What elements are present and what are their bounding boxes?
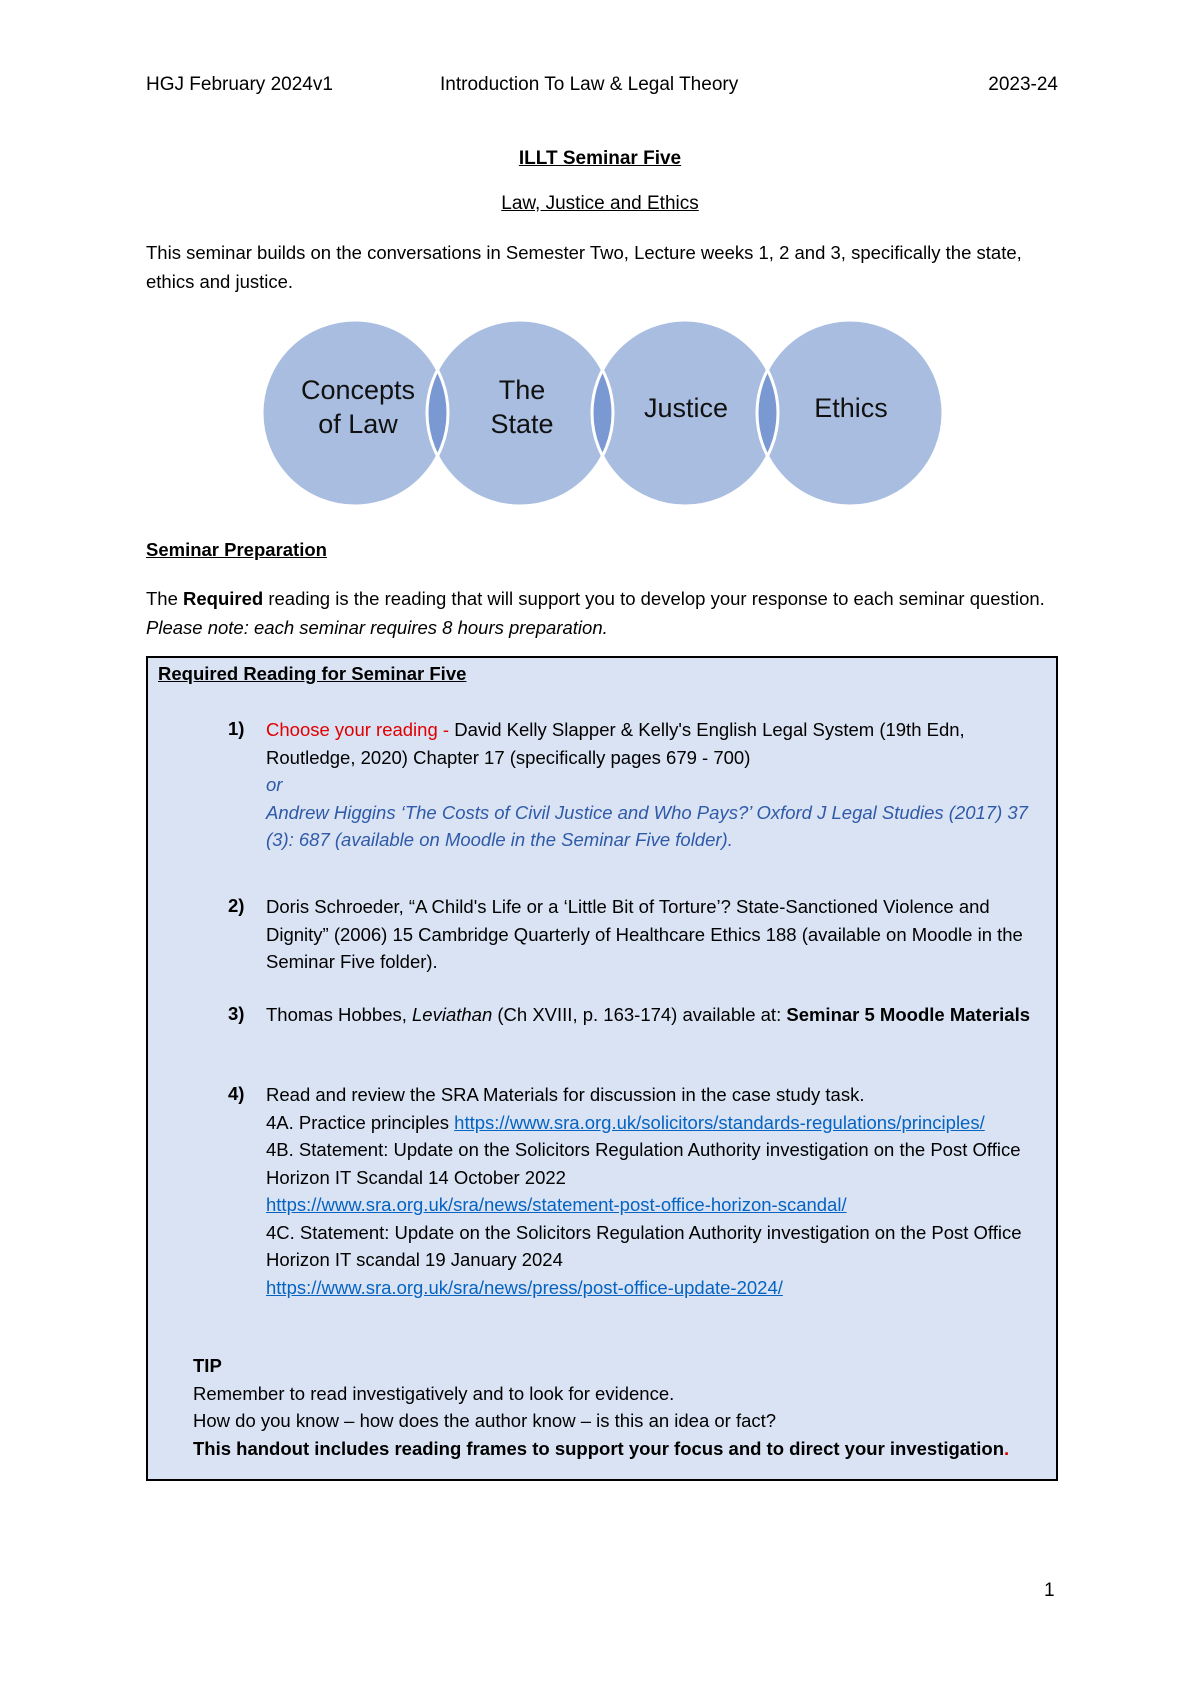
item-2-number: 2) [228, 895, 245, 916]
tip-section: TIP Remember to read investigatively and to look for evidence. How do you know – how does the author know – is this an idea or fact? This handout includes reading frames to support your focus and to direct your investigation. [193, 1355, 1010, 1459]
choose-your-reading: Choose your reading - [266, 719, 455, 740]
page-subtitle: Law, Justice and Ethics [501, 193, 699, 214]
intro-paragraph: This seminar builds on the conversations in Semester Two, Lecture weeks 1, 2 and 3, specifically the state, ethics and justice. [146, 242, 1022, 292]
venn-label-concepts-1: Concepts [300, 375, 416, 405]
item-4-number: 4) [228, 1083, 245, 1104]
page-number: 1 [1044, 1580, 1055, 1601]
reading-item-3: Thomas Hobbes, Leviathan (Ch XVIII, p. 163-174) available at: Seminar 5 Moodle Materials [266, 1004, 1031, 1025]
venn-label-concepts-2: of Law [318, 409, 398, 439]
horizon-scandal-2022-link[interactable]: https://www.sra.org.uk/sra/news/statement-post-office-horizon-scandal/ [266, 1194, 847, 1215]
horizon-update-2024-link[interactable]: https://www.sra.org.uk/sra/news/press/post-office-update-2024/ [266, 1276, 783, 1298]
item-3-number: 3) [228, 1003, 245, 1024]
reading-item-2: Doris Schroeder, “A Child's Life or a ‘Little Bit of Torture’? State-Sanctioned Violence and Dignity” (2006) 15 Cambridge Quarterly of Healthcare Ethics 188 (available on Moodle in the Seminar Five folder). [266, 896, 1023, 972]
concepts-venn-diagram [250, 318, 950, 518]
venn-label-justice: Justice [643, 393, 729, 423]
venn-label-ethics: Ethics [814, 393, 888, 423]
item-1-number: 1) [228, 718, 245, 739]
header-center: Introduction To Law & Legal Theory [440, 74, 739, 95]
seminar-preparation-text: The Required reading is the reading that will support you to develop your response to each seminar question. Please note: each seminar requires 8 hours preparation. [146, 588, 1045, 638]
reading-item-1: Choose your reading - David Kelly Slapper & Kelly's English Legal System (19th Edn, Routledge, 2020) Chapter 17 (specifically pages 679 - 700) or Andrew Higgins ‘The Costs of Civil Justice and Who Pays?’ Oxford J Legal Studies (2017) 37 (3): 687 (available on Moodle in the Seminar Five folder). [266, 719, 1028, 850]
required-reading-heading: Required Reading for Seminar Five [158, 663, 467, 684]
practice-principles-link[interactable]: https://www.sra.org.uk/solicitors/standards-regulations/principles/ [454, 1111, 985, 1133]
venn-label-state-2: State [490, 409, 554, 439]
reading-item-4: Read and review the SRA Materials for discussion in the case study task. 4A. Practice principles https://www.sra.org.uk/solicitors/standards-regulations/principles/ 4B. Statement: Update on the Solicitors Regulation Authority investigation on the Post Office Horizon IT Scandal 14 October 2022 https://www.sra.org.uk/sra/news/statement-post-office-horizon-scandal/ 4C. Statement: Update on the Solicitors Regulation Authority investigation on the Post Office Horizon IT scandal 19 January 2024 https://www.sra.org.uk/sra/news/press/post-office-update-2024/ [266, 1084, 1022, 1298]
page-title: ILLT Seminar Five [518, 148, 682, 169]
seminar-preparation-heading: Seminar Preparation [146, 539, 327, 560]
tip-heading: TIP [193, 1355, 222, 1376]
header-right: 2023-24 [988, 74, 1058, 95]
venn-label-state-1: The [498, 375, 546, 405]
header-left: HGJ February 2024v1 [146, 74, 333, 95]
